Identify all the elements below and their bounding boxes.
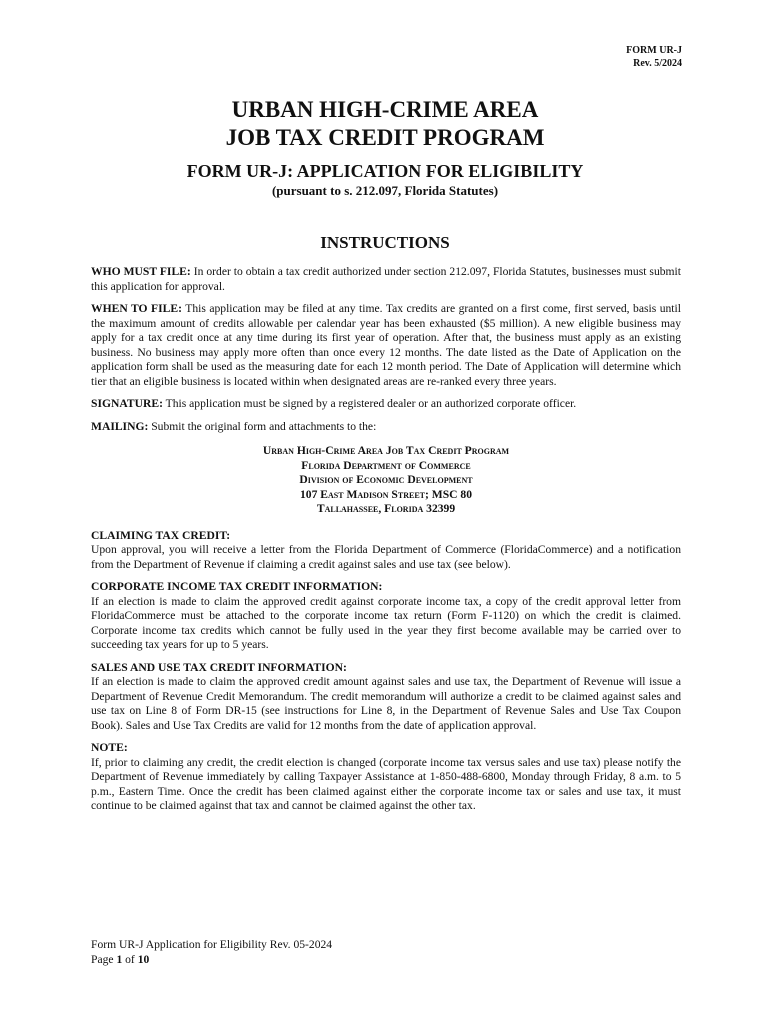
sales-label: SALES AND USE TAX CREDIT INFORMATION: [91, 660, 347, 674]
mailing-text: Submit the original form and attachments to the: [151, 419, 377, 433]
statute-reference: (pursuant to s. 212.097, Florida Statutes) [271, 183, 499, 198]
who-must-file-label: WHO MUST FILE: [91, 265, 191, 278]
note-text: If, prior to claiming any credit, the credit election is changed (corporate income tax versus sales and use tax) please notify the Department of Revenue immediately by calling Taxpayer Assistance at 1-850-488-6800, Monday through Friday, 8 a.m. to 5 p.m., Eastern Time. Once the credit has been claimed against either the corporate income tax or sales and use tax, it must continue to be claimed against that tax and cannot be claimed against the other tax. [91, 755, 681, 812]
page-current: 1 [116, 952, 123, 966]
address-line: Division of Economic Development [299, 473, 473, 486]
claiming-section [91, 529, 681, 573]
instructions-body [91, 265, 681, 822]
form-revision: Rev. 5/2024 [633, 58, 682, 69]
who-must-file-text: In order to obtain a tax credit authorized under section 212.097, Florida Statutes, businesses must submit this application for approval. [91, 265, 681, 293]
claiming-label: CLAIMING TAX CREDIT: [91, 528, 231, 542]
page-of: of [122, 952, 138, 966]
page-number [91, 953, 332, 968]
when-to-file-label: WHEN TO FILE: [91, 302, 182, 315]
form-number: FORM UR-J [626, 45, 682, 56]
page-prefix: Page [91, 952, 117, 966]
signature-text: This application must be signed by a registered dealer or an authorized corporate officer. [165, 397, 577, 410]
corporate-text: If an election is made to claim the approved credit against corporate income tax, a copy of the credit approval letter from FloridaCommerce must be attached to the corporate income tax return (Form F-1120) on which the credit is claimed. Corporate income tax credits which cannot be fully used in the year they first become available may be carried over to succeeding tax years for up to 5 years. [91, 594, 681, 651]
address-line: 107 East Madison Street; MSC 80 [299, 487, 473, 501]
who-must-file-section [91, 265, 681, 294]
mailing-label: MAILING: [91, 419, 149, 433]
title-line-1: URBAN HIGH-CRIME AREA [231, 97, 539, 122]
note-section [91, 741, 681, 814]
page-total: 10 [137, 952, 150, 966]
sales-section [91, 661, 681, 734]
corporate-label: CORPORATE INCOME TAX CREDIT INFORMATION: [91, 580, 383, 593]
corporate-section [91, 580, 681, 653]
address-line: Tallahassee, Florida 32399 [316, 502, 456, 515]
mailing-address [91, 444, 681, 517]
claiming-text: Upon approval, you will receive a letter from the Florida Department of Commerce (FloridaCommerce) and a notification from the Department of Revenue if claiming a credit against sales and use tax (see below). [91, 543, 681, 571]
when-to-file-text: This application may be filed at any time. Tax credits are granted on a first come, first served, basis until the maximum amount of credits allowable per calendar year has been exhausted ($5 million). A new eligible business may apply for a tax credit once at any time during its first year of operation. After that, the business must apply as an existing business. No business may apply more often than once every 12 months. The date listed as the Date of Application on the application form shall be used as the measuring date for each 12 month period. The Date of Application will determine which tier that an eligible business is located within when designated areas are re-ranked every three years. [91, 302, 681, 388]
note-label: NOTE: [91, 741, 128, 754]
form-identifier [626, 44, 682, 70]
mailing-section [91, 420, 681, 435]
sales-text: If an election is made to claim the approved credit amount against sales and use tax, the Department of Revenue will issue a Department of Revenue Credit Memorandum. The credit memorandum will authorize a credit to be claimed against sales and use tax on Line 8 of Form DR-15 (see instructions for Line 8, in the Department of Revenue Sales and Use Tax Coupon Book). Sales and Use Tax Credits are valid for 12 months from the date of application approval. [91, 675, 681, 732]
document-title [0, 96, 770, 152]
form-subtitle: FORM UR-J: APPLICATION FOR ELIGIBILITY [186, 161, 584, 181]
footer-form-name: Form UR-J Application for Eligibility Rev. 05-2024 [91, 938, 333, 951]
instructions-heading: INSTRUCTIONS [320, 233, 450, 252]
page-footer [91, 938, 332, 967]
title-line-2: JOB TAX CREDIT PROGRAM [225, 125, 545, 150]
signature-section [91, 397, 681, 412]
address-line: Urban High-Crime Area Job Tax Credit Program [262, 444, 510, 457]
signature-label: SIGNATURE: [91, 397, 163, 410]
address-line: Florida Department of Commerce [301, 458, 471, 472]
when-to-file-section [91, 302, 681, 389]
